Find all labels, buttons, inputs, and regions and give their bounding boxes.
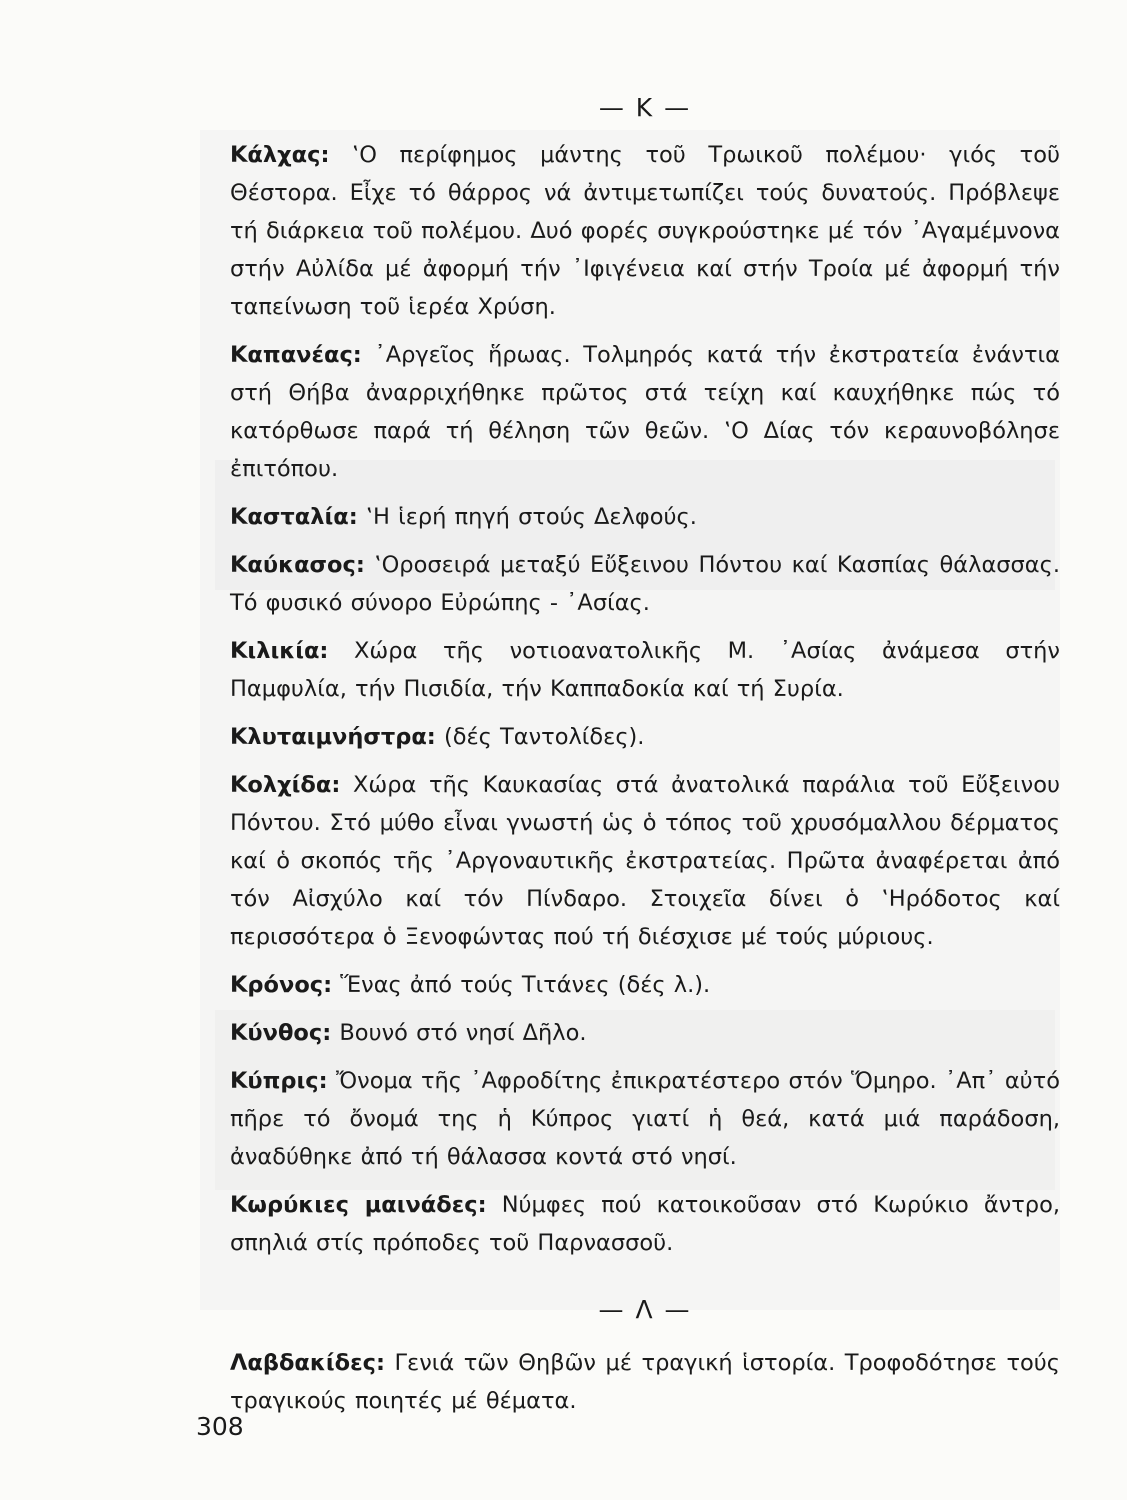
entry-term: Κύπρις: [230,1068,328,1094]
entry-term: Κλυταιμνήστρα: [230,724,436,750]
entry-definition: Νύμφες πού κατοικοῦσαν στό Κωρύκιο ἄντρο, σπηλιά στίς πρόποδες τοῦ Παρνασσοῦ. [230,1192,1060,1256]
entry-labdakides [230,1344,1060,1420]
page-number: 308 [196,1412,244,1441]
entry-term: Κωρύκιες μαινάδες: [230,1192,487,1218]
entry-term: Κάλχας: [230,142,330,168]
entry-definition: (δές Ταντολίδες). [435,724,645,750]
entry-term: Καπανέας: [230,342,362,368]
entry-term: Κολχίδα: [230,772,341,798]
section-heading-lambda: — Λ — [598,1295,692,1324]
entry-kronos [230,966,1060,1004]
entry-definition: Γενιά τῶν Θηβῶν μέ τραγική ἱστορία. Τροφοδότησε τούς τραγικούς ποιητές μέ θέματα. [230,1350,1060,1414]
entry-kastalia [230,498,1060,536]
entry-kapaneas [230,336,1060,488]
entry-kilikia [230,632,1060,708]
entry-term: Κύνθος: [230,1020,332,1046]
entry-klytaimnistra [230,718,1060,756]
entry-term: Κρόνος: [230,972,333,998]
entry-definition: ‛Η ἱερή πηγή στούς Δελφούς. [357,504,697,530]
entry-definition: ‛Οροσειρά μεταξύ Εὔξεινου Πόντου καί Κασπίας θάλασσας. Τό φυσικό σύνορο Εὐρώπης - ᾿Ασίας. [230,552,1060,616]
entry-definition: Ὄνομα τῆς ᾿Αφροδίτης ἐπικρατέστερο στόν Ὅμηρο. ᾿Απ᾿ αὐτό πῆρε τό ὄνομά της ἡ Κύπρος γιατί ἡ θεά, κατά μιά παράδοση, ἀναδύθηκε ἀπό τή θάλασσα κοντά στό νησί. [230,1068,1060,1170]
entry-kolchida [230,766,1060,956]
entry-kypris [230,1062,1060,1176]
entry-korykies-mainades [230,1186,1060,1262]
entry-term: Κασταλία: [230,504,358,530]
section-heading-kappa: — Κ — [598,93,692,122]
entry-kalchas [230,136,1060,326]
entry-definition: ᾿Αργεῖος ἥρωας. Τολμηρός κατά τήν ἐκστρατεία ἐνάντια στή Θήβα ἀναρριχήθηκε πρῶτος στά τείχη καί καυχήθηκε πώς τό κατόρθωσε παρά τή θέληση τῶν θεῶν. ‛Ο Δίας τόν κεραυνοβόλησε ἐπιτόπου. [230,342,1060,482]
entry-definition: Χώρα τῆς Καυκασίας στά ἀνατολικά παράλια τοῦ Εὔξεινου Πόντου. Στό μύθο εἶναι γνωστή ὡς ὁ τόπος τοῦ χρυσόμαλλου δέρματος καί ὁ σκοπός τῆς ᾿Αργοναυτικῆς ἐκστρατείας. Πρῶτα ἀναφέρεται ἀπό τόν Αἰσχύλο καί τόν Πίνδαρο. Στοιχεῖα δίνει ὁ ‛Ηρόδοτος καί περισσότερα ὁ Ξενοφώντας πού τή διέσχισε μέ τούς μύριους. [230,772,1060,950]
dictionary-page [230,92,1060,1430]
entry-term: Κιλικία: [230,638,329,664]
entry-definition: ‛Ο περίφημος μάντης τοῦ Τρωικοῦ πολέμου· γιός τοῦ Θέστορα. Εἶχε τό θάρρος νά ἀντιμετωπίζει τούς δυνατούς. Πρόβλεψε τή διάρκεια τοῦ πολέμου. Δυό φορές συγκρούστηκε μέ τόν ᾿Αγαμέμνονα στήν Αὐλίδα μέ ἀφορμή τήν ᾿Ιφιγένεια καί στήν Τροία μέ ἀφορμή τήν ταπείνωση τοῦ ἱερέα Χρύση. [230,142,1060,320]
entry-kynthos [230,1014,1060,1052]
entry-definition: Ἕνας ἀπό τούς Τιτάνες (δές λ.). [332,972,711,998]
entry-definition: Βουνό στό νησί Δῆλο. [331,1020,587,1046]
entry-term: Καύκασος: [230,552,365,578]
entry-definition: Χώρα τῆς νοτιοανατολικῆς Μ. ᾿Ασίας ἀνάμεσα στήν Παμφυλία, τήν Πισιδία, τήν Καππαδοκία καί τή Συρία. [230,638,1060,702]
entry-term: Λαβδακίδες: [230,1350,385,1376]
entry-kaukasos [230,546,1060,622]
